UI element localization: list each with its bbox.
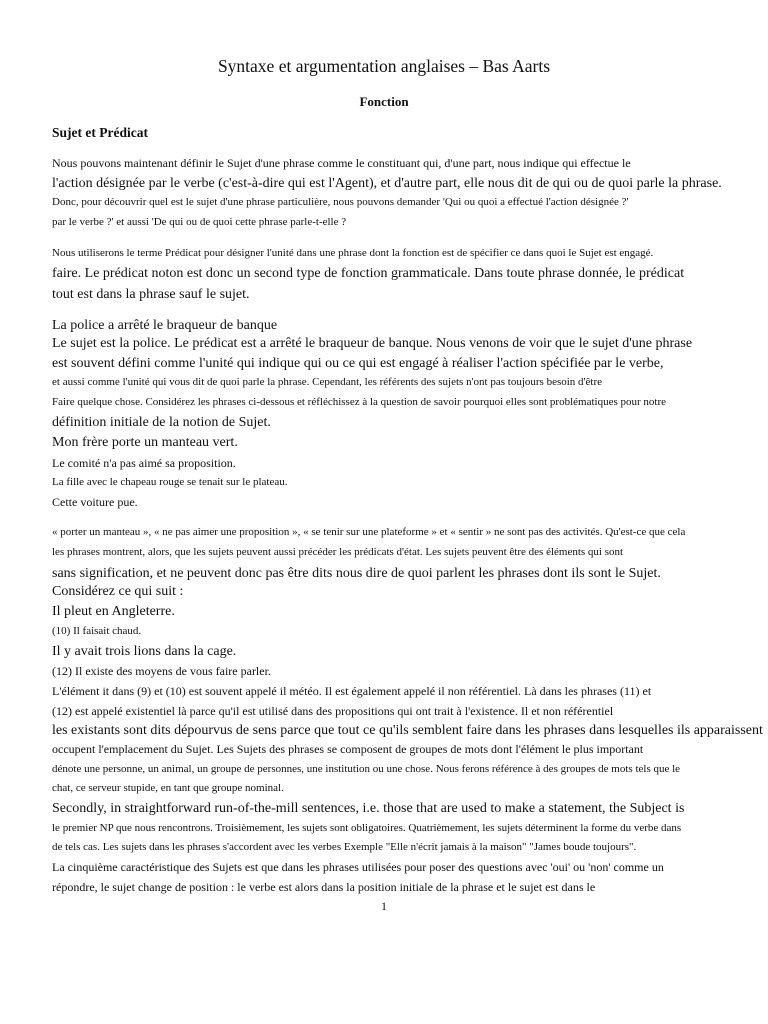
example-sentence: Mon frère porte un manteau vert. <box>52 435 238 450</box>
body-line: dénote une personne, un animal, un groupe de personnes, une institution ou une chose. Nous ferons référence à des groupes de mots tels que le <box>52 763 681 775</box>
example-sentence: Il y avait trois lions dans la cage. <box>52 644 237 659</box>
body-line: Considérez ce qui suit : <box>52 584 184 599</box>
body-line: de tels cas. Les sujets dans les phrases s'accordent avec les verbes Exemple "Elle n'écrit jamais à la maison" "James boude toujours". <box>52 841 637 853</box>
body-line: Secondly, in straightforward run-of-the-mill sentences, i.e. those that are used to make a statement, the Subject is <box>52 801 685 816</box>
example-sentence: Il pleut en Angleterre. <box>52 604 175 619</box>
body-line: Nous pouvons maintenant définir le Sujet d'une phrase comme le constituant qui, d'une part, nous indique qui effectue le <box>52 156 631 170</box>
example-sentence: La fille avec le chapeau rouge se tenait sur le plateau. <box>52 476 288 488</box>
body-line: répondre, le sujet change de position : le verbe est alors dans la position initiale de la phrase et le sujet est dans le <box>52 880 596 894</box>
body-line: l'action désignée par le verbe (c'est-à-dire qui est l'Agent), et d'autre part, elle nous dit de qui ou de quoi parle la phrase. <box>52 176 722 191</box>
body-line: Nous utiliserons le terme Prédicat pour désigner l'unité dans une phrase dont la fonction est de spécifier ce dans quoi le Sujet est engagé. <box>52 247 654 259</box>
body-line: « porter un manteau », « ne pas aimer une proposition », « se tenir sur une plateforme » et « sentir » ne sont pas des activités. Qu'est-ce que cela <box>52 526 686 538</box>
body-line: Le sujet est la police. Le prédicat est a arrêté le braqueur de banque. Nous venons de voir que le sujet d'une phrase <box>52 336 693 351</box>
body-line: les phrases montrent, alors, que les sujets peuvent aussi précéder les prédicats d'état. Les sujets peuvent être des éléments qui sont <box>52 546 624 558</box>
example-sentence: Cette voiture pue. <box>52 495 138 509</box>
page-number: 1 <box>381 899 387 913</box>
body-line: La cinquième caractéristique des Sujets est que dans les phrases utilisées pour poser des questions avec 'oui' ou 'non' comme un <box>52 860 664 874</box>
section-heading: Sujet et Prédicat <box>52 125 148 140</box>
example-sentence: (12) Il existe des moyens de vous faire parler. <box>52 664 271 678</box>
body-line: et aussi comme l'unité qui vous dit de quoi parle la phrase. Cependant, les référents des sujets n'ont pas toujours besoin d'être <box>52 376 603 388</box>
body-line: les existants sont dits dépourvus de sens parce que tout ce qu'ils semblent faire dans les phrases dans lesquelles ils apparaissent <box>52 723 763 738</box>
example-sentence: La police a arrêté le braqueur de banque <box>52 318 278 333</box>
body-line: faire. Le prédicat noton est donc un second type de fonction grammaticale. Dans toute phrase donnée, le prédicat <box>52 266 685 281</box>
body-line: est souvent défini comme l'unité qui indique qui ou ce qui est engagé à réaliser l'action spécifiée par le verbe, <box>52 356 664 371</box>
document-subtitle: Fonction <box>359 94 409 109</box>
example-sentence: Le comité n'a pas aimé sa proposition. <box>52 456 236 470</box>
body-line: par le verbe ?' et aussi 'De qui ou de quoi cette phrase parle-t-elle ? <box>52 216 347 228</box>
document-title: Syntaxe et argumentation anglaises – Bas Aarts <box>217 56 551 76</box>
body-line: (12) est appelé existentiel là parce qu'il est utilisé dans des propositions qui ont trait à l'existence. Il et non référentiel <box>52 704 614 718</box>
body-line: Faire quelque chose. Considérez les phrases ci-dessous et réfléchissez à la question de savoir pourquoi elles sont problématiques pour notre <box>52 396 666 408</box>
body-line: le premier NP que nous rencontrons. Troisièmement, les sujets sont obligatoires. Quatrièmement, les sujets déterminent la forme du verbe dans <box>52 822 682 834</box>
example-sentence: (10) Il faisait chaud. <box>52 625 142 637</box>
body-line: définition initiale de la notion de Sujet. <box>52 415 271 430</box>
body-line: sans signification, et ne peuvent donc pas être dits nous dire de quoi parlent les phrases dont ils sont le Sujet. <box>52 566 661 581</box>
body-line: L'élément it dans (9) et (10) est souvent appelé il météo. Il est également appelé il non référentiel. Là dans les phrases (11) et <box>52 684 652 698</box>
body-line: tout est dans la phrase sauf le sujet. <box>52 287 250 302</box>
body-line: occupent l'emplacement du Sujet. Les Sujets des phrases se composent de groupes de mots dont l'élément le plus important <box>52 742 644 756</box>
body-line: Donc, pour découvrir quel est le sujet d'une phrase particulière, nous pouvons demander 'Qui ou quoi a effectué l'action désignée ?' <box>52 196 629 208</box>
body-line: chat, ce serveur stupide, en tant que groupe nominal. <box>52 782 284 794</box>
